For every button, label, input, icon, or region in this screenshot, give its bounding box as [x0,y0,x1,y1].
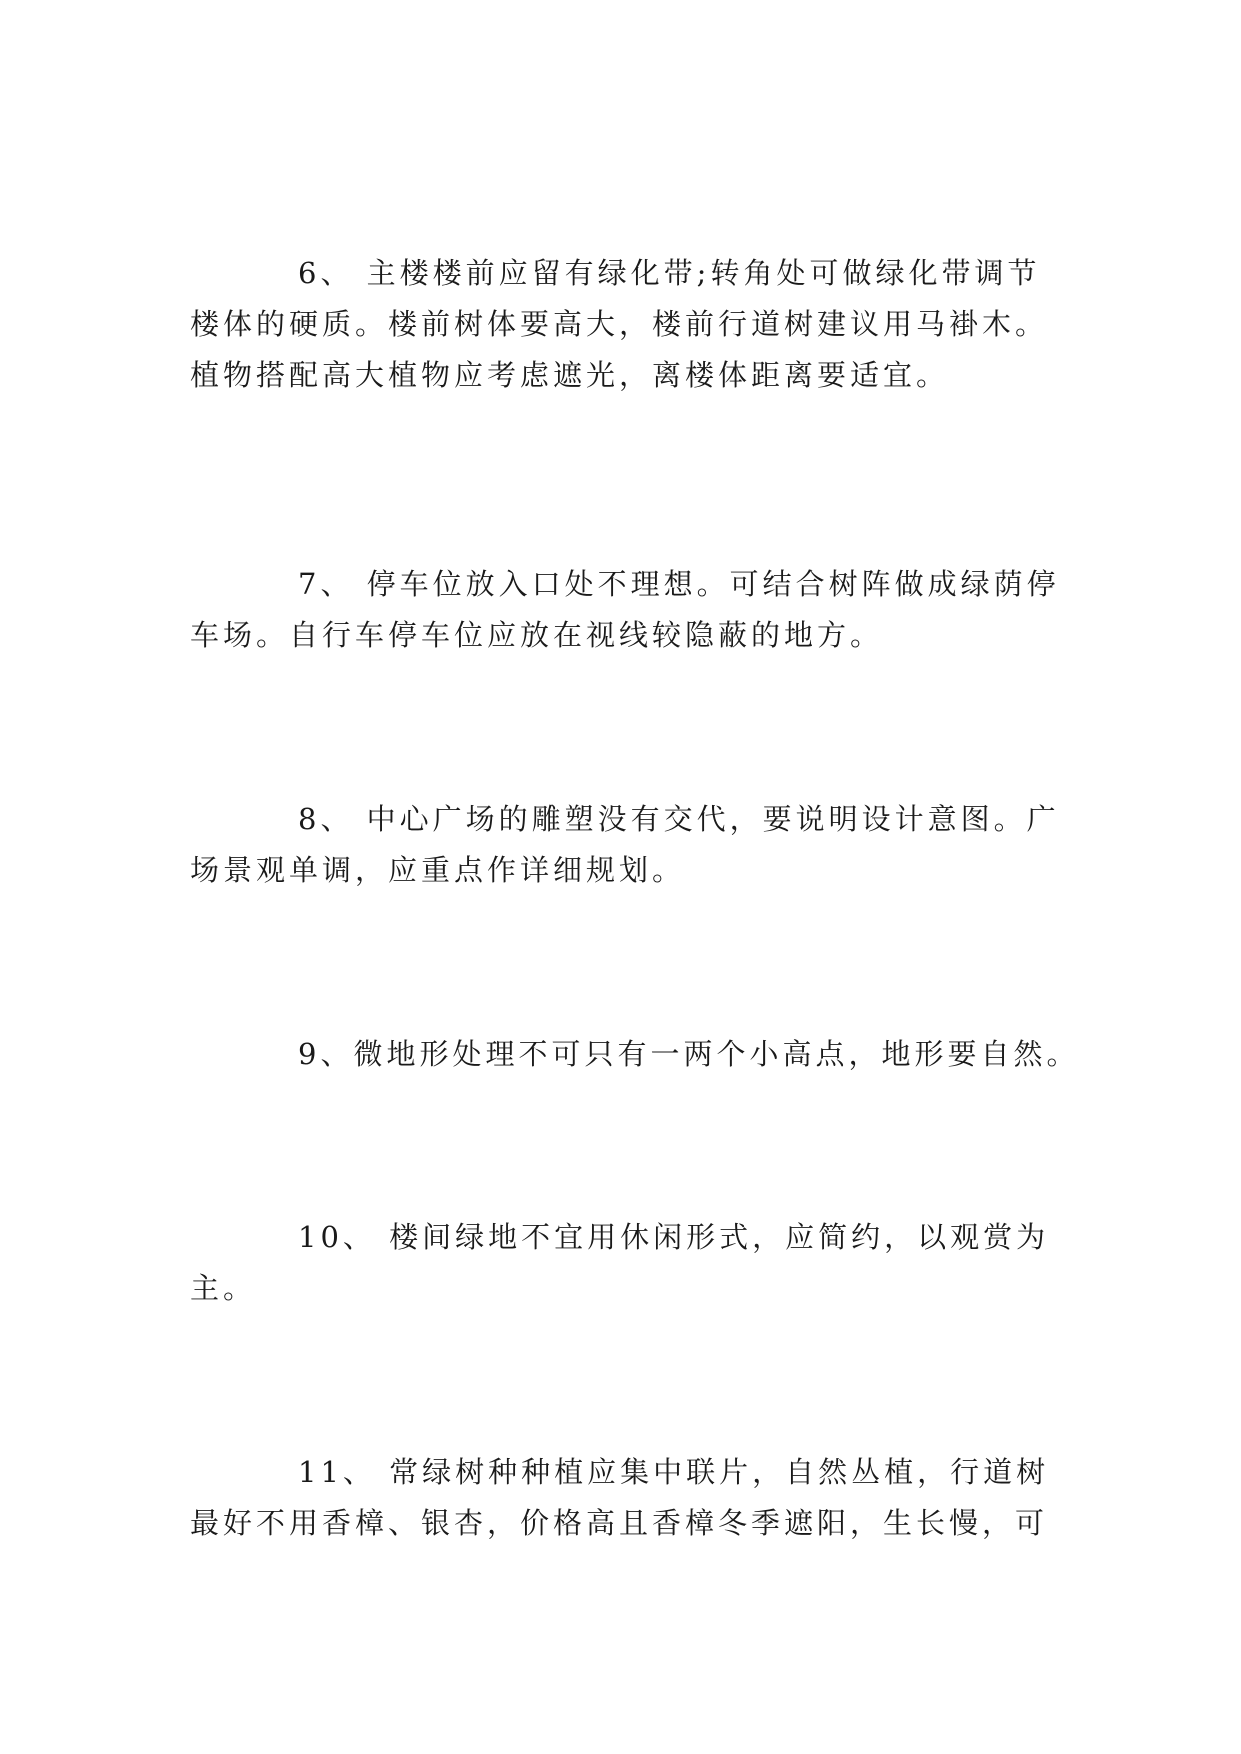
paragraph-line: 场景观单调，应重点作详细规划。 [190,853,686,887]
paragraph-line: 7、 停车位放入口处不理想。可结合树阵做成绿荫停 [298,567,1060,601]
paragraph-7 [190,559,1060,661]
paragraph-line: 植物搭配高大植物应考虑遮光，离楼体距离要适宜。 [190,358,950,392]
paragraph-line: 9、微地形处理不可只有一两个小高点，地形要自然。 [298,1037,1080,1071]
paragraph-11 [190,1447,1060,1549]
paragraph-line: 10、 楼间绿地不宜用休闲形式，应简约，以观赏为 [298,1220,1050,1254]
paragraph-line: 最好不用香樟、银杏，价格高且香樟冬季遮阳，生长慢，可 [190,1506,1049,1540]
paragraph-line: 主。 [190,1271,257,1305]
paragraph-line: 车场。自行车停车位应放在视线较隐蔽的地方。 [190,618,884,652]
paragraph-line: 6、 主楼楼前应留有绿化带;转角处可做绿化带调节 [298,256,1041,290]
paragraph-line: 楼体的硬质。楼前树体要高大，楼前行道树建议用马褂木。 [190,307,1049,341]
paragraph-line: 8、 中心广场的雕塑没有交代，要说明设计意图。广 [298,802,1060,836]
paragraph-8 [190,794,1060,896]
paragraph-9 [190,1029,1080,1080]
paragraph-line: 11、 常绿树种种植应集中联片，自然丛植，行道树 [298,1455,1050,1489]
paragraph-6 [190,248,1060,401]
paragraph-10 [190,1212,1060,1314]
